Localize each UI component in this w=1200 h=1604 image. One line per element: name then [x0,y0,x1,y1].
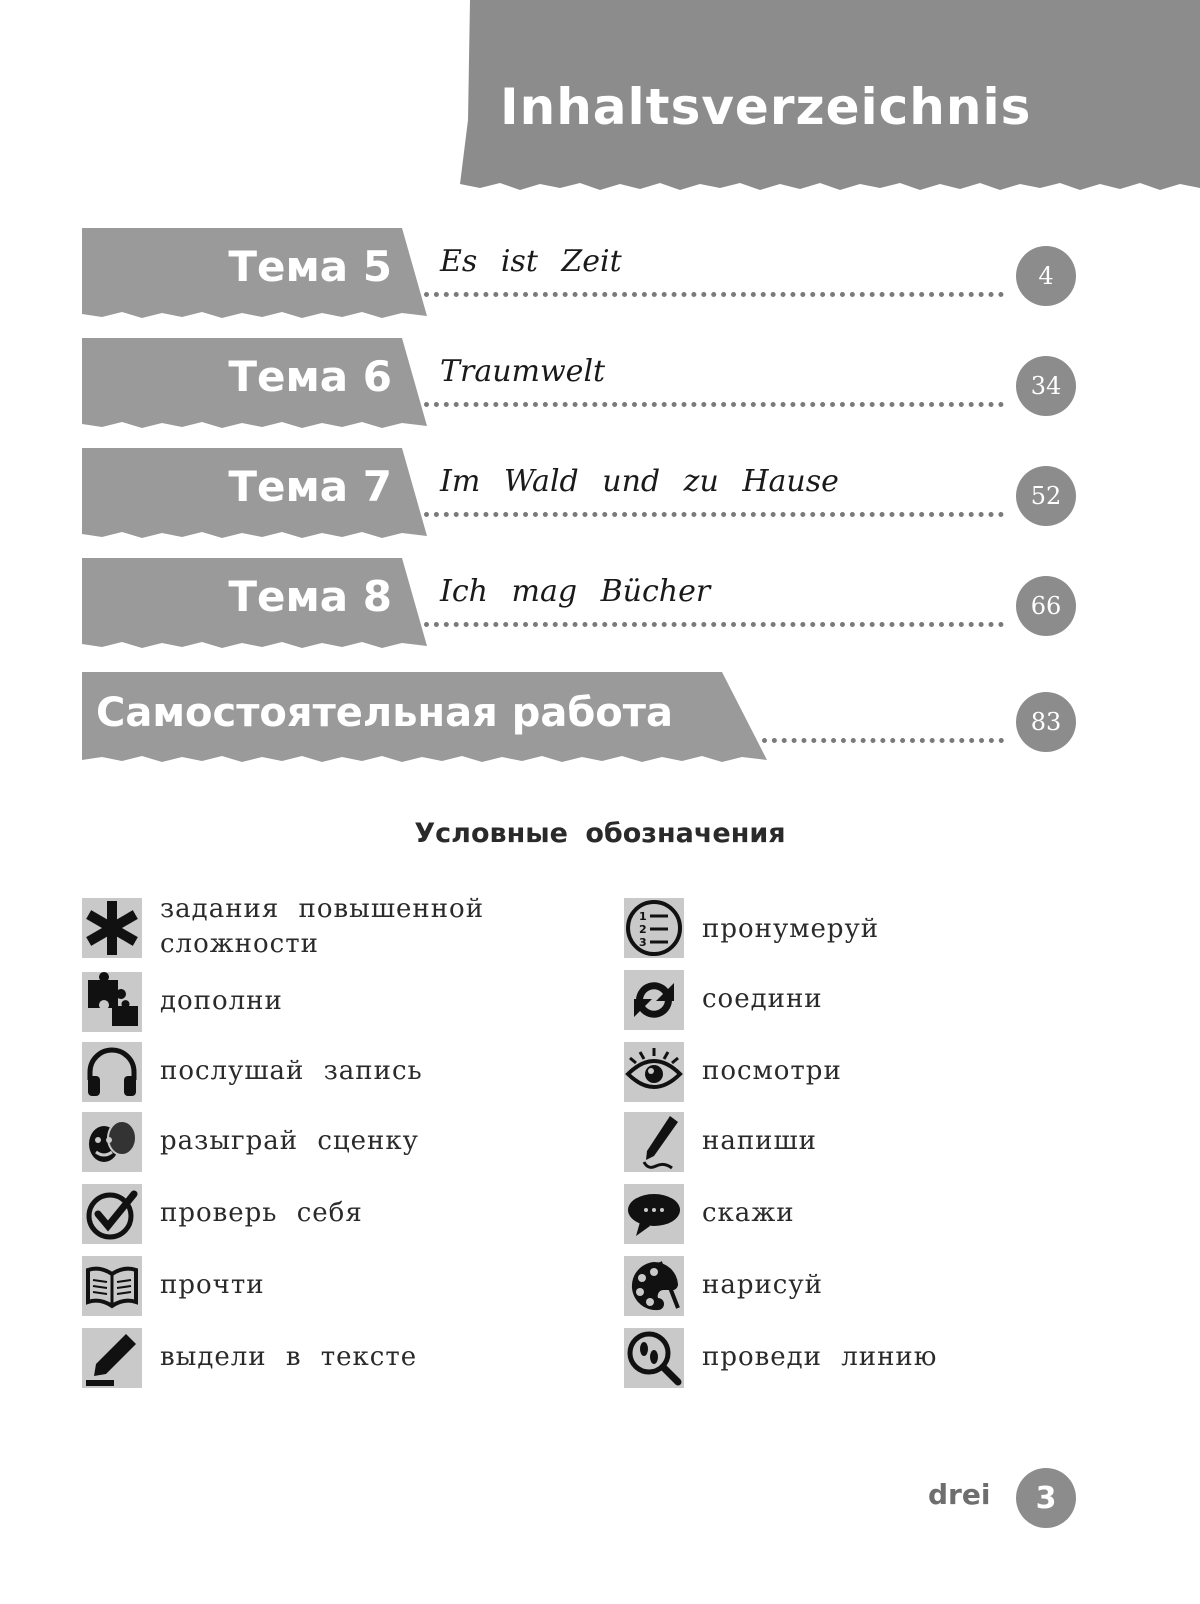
legend-label: соедини [702,984,823,1014]
topic-label: Тема 7 [228,462,392,511]
page-number: 83 [1016,692,1076,752]
topic-title[interactable]: Traumwelt [440,354,606,389]
puzzle-icon [82,972,142,1032]
theater-masks-icon [82,1112,142,1172]
leader-dots [762,738,1004,743]
pen-icon [624,1112,684,1172]
footer-page-number: 3 [1016,1468,1076,1528]
leader-dots [424,512,1004,517]
legend-item [82,1042,552,1104]
legend-item [624,1256,1094,1318]
toc-row[interactable] [0,228,1200,328]
legend-item [624,1184,1094,1246]
leader-dots [424,402,1004,407]
legend-title: Условные обозначения [414,818,786,849]
leader-dots [424,622,1004,627]
magnifier-footprints-icon [624,1328,684,1388]
numbered-list-icon [624,898,684,958]
svg-text:2: 2 [639,923,647,936]
leader-dots [424,292,1004,297]
legend-label: задания повышенной сложности [160,894,485,959]
page-number: 4 [1016,246,1076,306]
palette-icon [624,1256,684,1316]
topic-title[interactable]: Es ist Zeit [440,244,622,279]
eye-icon [624,1042,684,1102]
legend-label: пронумеруй [702,914,880,944]
legend-item [82,894,552,960]
legend-item [624,1112,1094,1174]
legend-item [624,1328,1094,1390]
page-title: Inhaltsverzeichnis [500,78,1032,136]
topic-label: Тема 8 [228,572,392,621]
legend-label: дополни [160,986,283,1016]
checkmark-circle-icon [82,1184,142,1244]
legend-label: разыграй сценку [160,1126,419,1156]
topic-label: Тема 6 [228,352,392,401]
topic-label: Тема 5 [228,242,392,291]
legend-label: напиши [702,1126,817,1156]
page-number: 66 [1016,576,1076,636]
speech-bubble-icon [624,1184,684,1244]
legend-label: проверь себя [160,1198,363,1228]
legend-label: посмотри [702,1056,842,1086]
legend-item [624,898,1094,960]
legend-label: выдели в тексте [160,1342,418,1372]
self-study-label[interactable]: Самостоятельная работа [96,690,673,736]
topic-title[interactable]: Ich mag Bücher [440,574,711,609]
toc-row[interactable] [0,558,1200,658]
topic-title[interactable]: Im Wald und zu Hause [440,464,839,499]
arrows-cycle-icon [624,970,684,1030]
legend-label: нарисуй [702,1270,823,1300]
legend-item [624,1042,1094,1104]
legend-item [624,970,1094,1032]
toc-row[interactable] [0,448,1200,548]
legend-item [82,1112,552,1174]
open-book-icon [82,1256,142,1316]
marker-icon [82,1328,142,1388]
legend-item [82,1256,552,1318]
svg-text:3: 3 [639,936,647,949]
toc-row-self-study[interactable] [0,672,1200,772]
legend-item [82,1184,552,1246]
legend-label: прочти [160,1270,265,1300]
page-number: 34 [1016,356,1076,416]
legend-label: скажи [702,1198,795,1228]
headphones-icon [82,1042,142,1102]
svg-text:1: 1 [639,910,647,923]
toc-row[interactable] [0,338,1200,438]
legend-label: проведи линию [702,1342,938,1372]
legend-label: послушай запись [160,1056,423,1086]
legend-item [82,1328,552,1390]
footer-page-word: drei [928,1478,991,1511]
page-number: 52 [1016,466,1076,526]
legend-item [82,972,552,1034]
asterisk-icon [82,898,142,958]
